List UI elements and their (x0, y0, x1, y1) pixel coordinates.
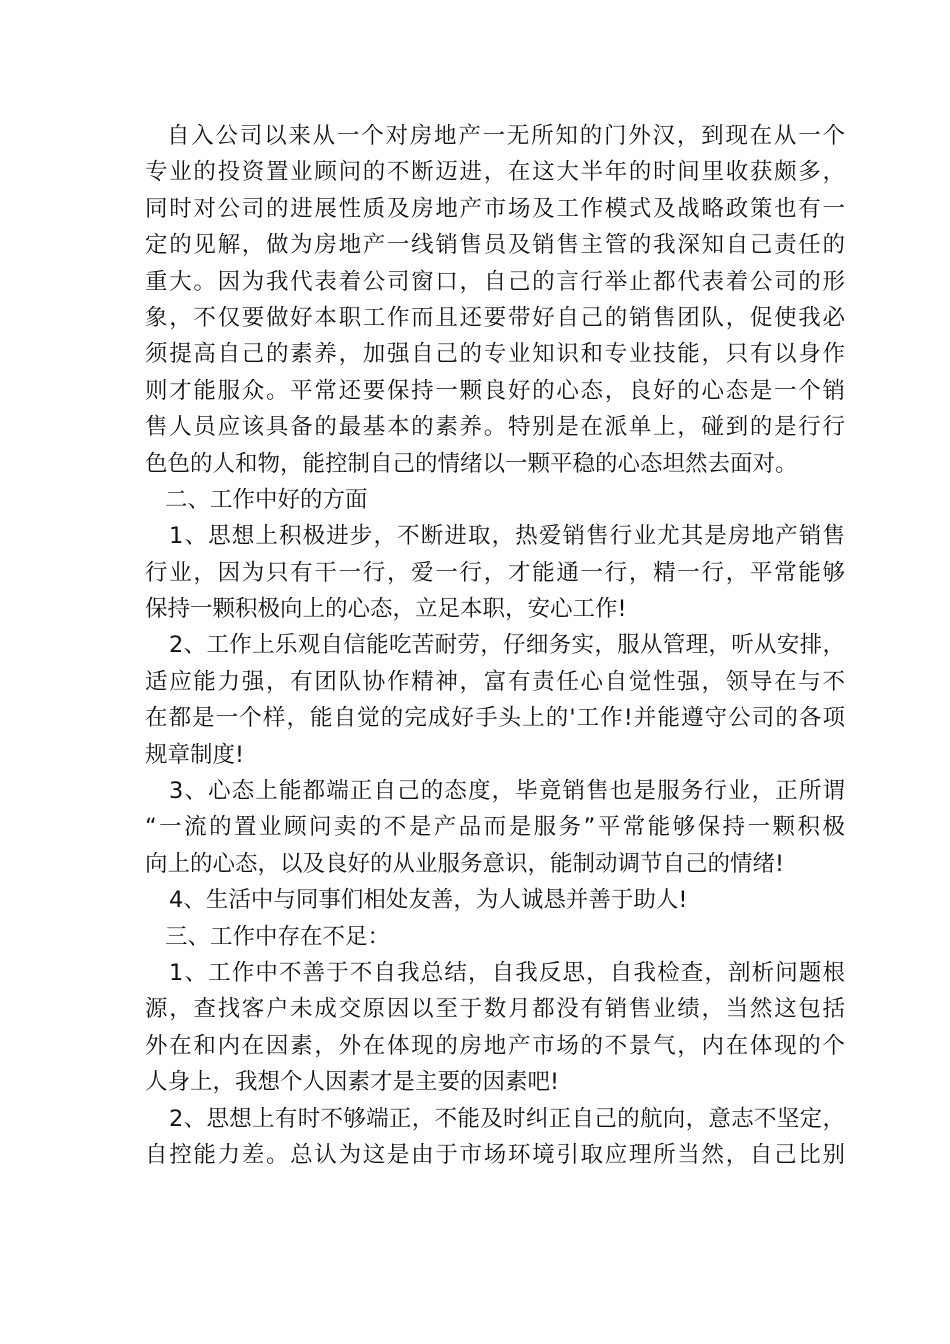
text-line: 人身上，我想个人因素才是主要的因素吧! (145, 1069, 560, 1096)
text-line: 向上的心态，以及良好的从业服务意识，能制动调节自己的情绪! (145, 850, 785, 877)
list-item (145, 955, 845, 1101)
text-line: 外在和内在因素，外在体现的房地产市场的不景气，内在体现的个 (145, 1032, 845, 1059)
text-line: 象，不仅要做好本职工作而且还要带好自己的销售团队，促使我必 (145, 304, 845, 331)
section-heading-strengths (145, 482, 845, 518)
list-item (145, 882, 845, 918)
section-heading: 三、工作中存在不足： (165, 923, 391, 950)
text-line: 自控能力差。总认为这是由于市场环境引取应理所当然，自己比别 (145, 1141, 845, 1168)
text-line: 源，查找客户未成交原因以至于数月都没有销售业绩，当然这包括 (145, 996, 845, 1023)
text-line: 在都是一个样，能自觉的完成好手头上的'工作!并能遵守公司的各项 (145, 705, 845, 732)
text-line: 同时对公司的进展性质及房地产市场及工作模式及战略政策也有一 (145, 195, 845, 222)
text-line: 规章制度! (145, 741, 245, 768)
text-line: 2、工作上乐观自信能吃苦耐劳，仔细务实，服从管理，听从安排， (169, 632, 845, 659)
text-line: 售人员应该具备的最基本的素养。特别是在派单上，碰到的是行行 (145, 414, 845, 441)
text-line: 1、工作中不善于不自我总结，自我反思，自我检查，剖析问题根 (169, 959, 845, 986)
text-line: 4、生活中与同事们相处友善，为人诚恳并善于助人! (169, 887, 688, 914)
text-line: 专业的投资置业顾问的不断迈进，在这大半年的时间里收获颇多， (145, 159, 845, 186)
text-line: 1、思想上积极进步，不断进取，热爱销售行业尤其是房地产销售 (169, 523, 845, 550)
text-line: 行业，因为只有干一行，爱一行，才能通一行，精一行，平常能够 (145, 559, 845, 586)
section-heading-shortcomings (145, 919, 845, 955)
section-heading: 二、工作中好的方面 (165, 486, 368, 513)
text-line: 3、心态上能都端正自己的态度，毕竟销售也是服务行业，正所谓 (169, 778, 845, 805)
text-line: 须提高自己的素养，加强自己的专业知识和专业技能，只有以身作 (145, 341, 845, 368)
text-line: 适应能力强，有团队协作精神，富有责任心自觉性强，领导在与不 (145, 668, 845, 695)
list-item (145, 518, 845, 627)
list-item (145, 773, 845, 882)
list-item (145, 627, 845, 773)
text-line: 自入公司以来从一个对房地产一无所知的门外汉，到现在从一个 (167, 123, 845, 149)
document-body (145, 118, 845, 1173)
text-line: “一流的置业顾问卖的不是产品而是服务”平常能够保持一颗积极 (145, 814, 845, 841)
list-item (145, 1101, 845, 1174)
text-line: 保持一颗积极向上的心态，立足本职，安心工作! (145, 596, 627, 623)
text-line: 2、思想上有时不够端正，不能及时纠正自己的航向，意志不坚定， (169, 1105, 845, 1132)
intro-paragraph (145, 118, 845, 482)
text-line: 定的见解，做为房地产一线销售员及销售主管的我深知自己责任的 (145, 232, 845, 259)
text-line: 则才能服众。平常还要保持一颗良好的心态，良好的心态是一个销 (145, 377, 845, 404)
text-line: 色色的人和物，能控制自己的情绪以一颗平稳的心态坦然去面对。 (145, 450, 798, 477)
text-line: 重大。因为我代表着公司窗口，自己的言行举止都代表着公司的形 (145, 268, 845, 295)
